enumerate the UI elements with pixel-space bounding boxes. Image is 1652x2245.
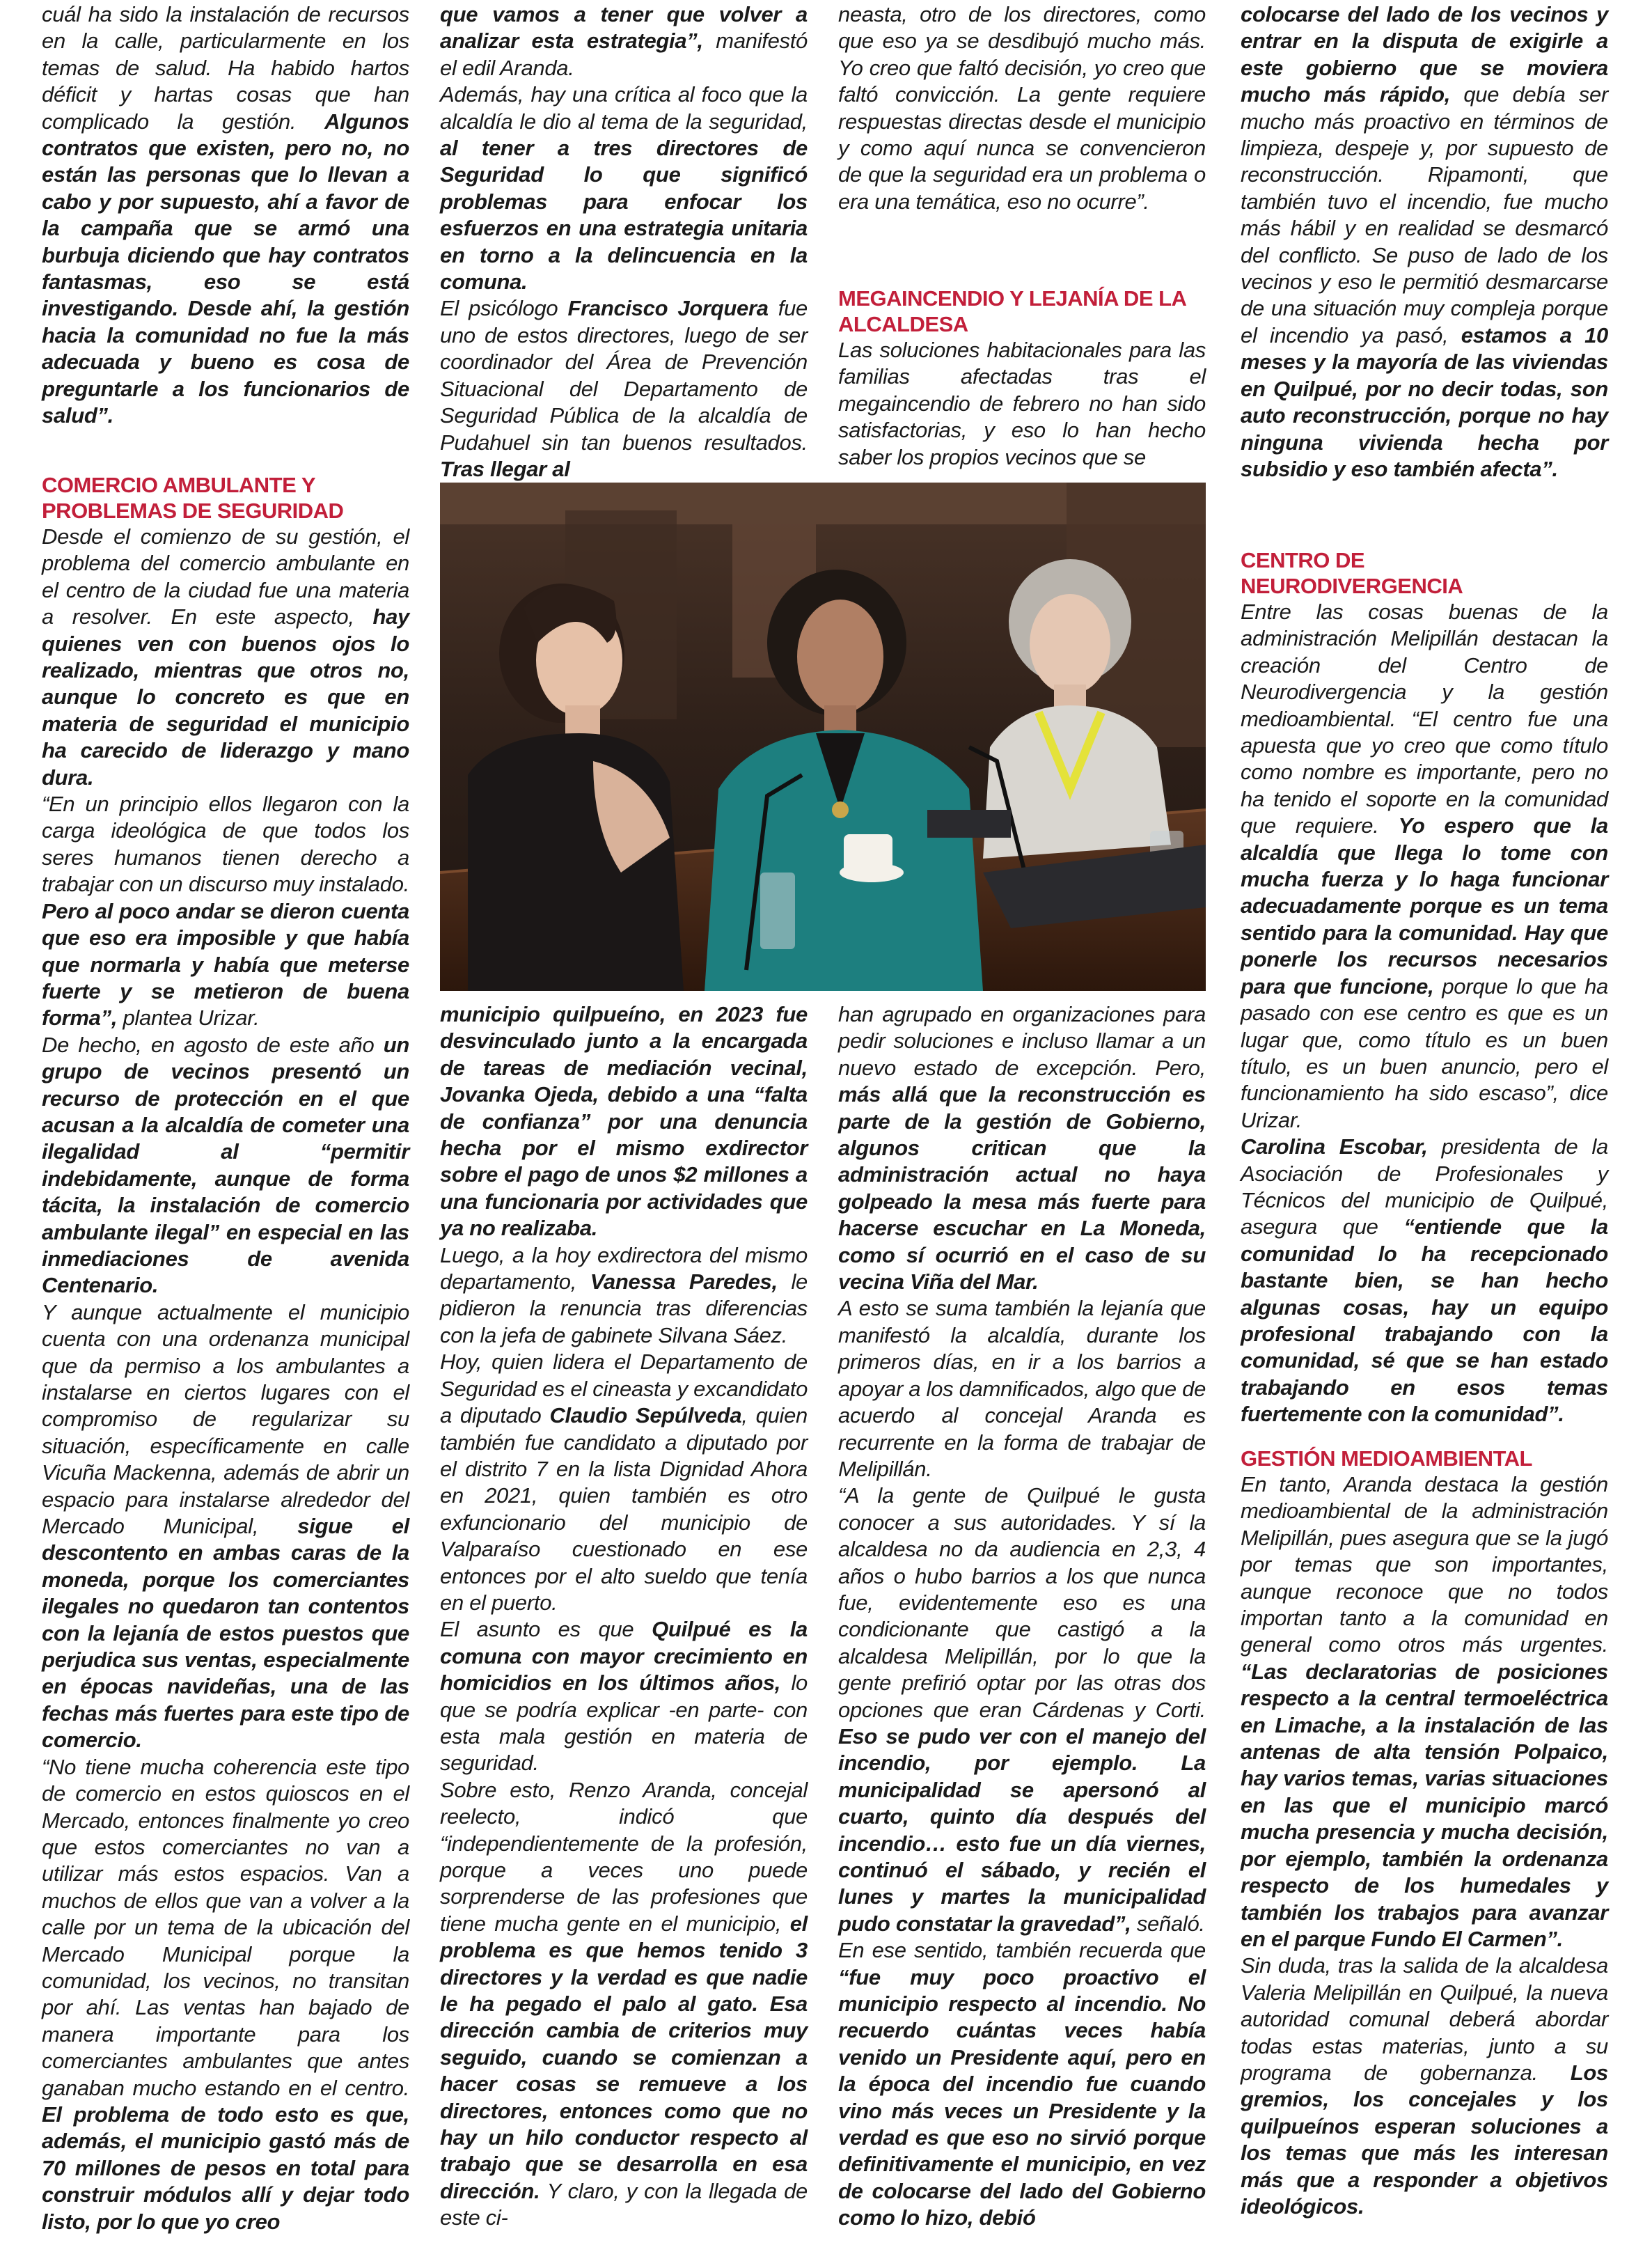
body-text: Además, hay una crítica al foco que la alcaldía le dio al tema de la seguridad, [440, 82, 808, 134]
body-text: presidenta de la Asociación de Profesionales y Técnicos del municipio de Quilpué, asegura que [1241, 1134, 1608, 1239]
quote-text: neasta, otro de los directores, como que eso ya se desdibujó mucho más. Yo creo que faltó decisión, yo creo que faltó convicción. La gente requiere respuestas directas desde el municipio y como aquí nunca se convencieron de que la seguridad era un problema o era una temática, eso no ocurre”. [838, 2, 1206, 214]
article-column-4-mid [1241, 599, 1608, 1428]
body-text: Luego, a la hoy exdirectora del mismo departamento, [440, 1242, 808, 1294]
quote-text-bold: Yo espero que la alcaldía que llega lo tome con mucha fuerza y lo haga funcionar adecuadamente porque es un tema sentido para la comunidad. Hay que ponerle los recursos necesarios para que funcione, [1241, 813, 1608, 999]
section-heading-comercio: COMERCIO AMBULANTE Y PROBLEMAS DE SEGURIDAD [42, 473, 344, 523]
body-text: Entre las cosas buenas de la administración Melipillán destacan la creación del Centro de Neurodivergencia y la gestión medioambiental. “El centro fue una apuesta que yo creo que como título como nombre es importante, pero no ha tenido el soporte en la comunidad que requiere. [1241, 600, 1608, 838]
body-text-bold: el problema es que hemos tenido 3 directores y la verdad es que nadie le ha pegado el palo al gato. Esa dirección cambia de criterios muy seguido, cuando se comienzan a hacer cosas se remueve a los directores, entonces como que no hay un hilo conductor respecto al trabajo que se desarrolla en esa dirección. [440, 1911, 808, 2203]
body-text: En tanto, Aranda destaca la gestión medioambiental de la administración Melipillán, pues asegura que se la jugó por temas que son importantes, aunque reconoce que no todos importan tanto a la comunidad en general como otros más urgentes. [1241, 1472, 1608, 1657]
body-text: señaló. [1136, 1911, 1205, 1936]
body-text: Y aunque actualmente el municipio cuenta con una ordenanza municipal que da permiso a los ambulantes a instalarse en ciertos lugares con el compromiso de regularizar su situación, específicamente en calle Vicuña Mackenna, además de abrir un espacio para instalarse alrededor del Mercado Municipal, [42, 1299, 409, 1539]
quote-text: “En un principio ellos llegaron con la carga ideológica de que todos los seres humanos tienen derecho a trabajar con un discurso muy instalado. [42, 792, 409, 897]
body-text-bold: hay quienes ven con buenos ojos lo realizado, mientras que otros no, aunque lo concreto es que en materia de seguridad el municipio ha carecido de liderazgo y mano dura. [42, 604, 409, 790]
article-column-3-bottom [838, 1001, 1206, 2232]
body-text: El psicólogo [440, 296, 558, 321]
body-text: Desde el comienzo de su gestión, el problema del comercio ambulante en el centro de la ciudad fue una materia a resolver. En este aspecto, [42, 524, 409, 629]
body-text-bold: que vamos a tener que volver a analizar esta estrategia”, [440, 2, 808, 54]
section-heading-neurodivergencia: CENTRO DE NEURODIVERGENCIA [1241, 548, 1463, 598]
quote-text-bold: El problema de todo esto es que, además, el municipio gastó más de 70 millones de pesos en total para construir módulos allí y dejar todo listo, por lo que yo creo [42, 2102, 409, 2234]
body-text: manifestó el edil Aranda. [440, 29, 808, 80]
body-text: Sin duda, tras la salida de la alcaldesa Valeria Melipillán en Quilpué, la nueva autoridad comunal deberá abordar todas estas materias, junto a su programa de gobernanza. [1241, 1953, 1608, 2085]
body-text: El asunto es que [440, 1617, 634, 1642]
body-text: A esto se suma también la lejanía que manifestó la alcaldía, durante los primeros días, en ir a los barrios a apoyar a los damnificados, algo que de acuerdo al concejal Aranda es recurrente en la forma de trabajar de Melipillán. [838, 1296, 1206, 1481]
body-text-bold: al tener a tres directores de Seguridad lo que significó problemas para enfocar los esfuerzos en una estrategia unitaria en torno a la delincuencia en la comuna. [440, 136, 808, 295]
body-text: plantea Urizar. [123, 1006, 260, 1031]
section-heading-megaincendio: MEGAINCENDIO Y LEJANÍA DE LA ALCALDESA [838, 286, 1186, 336]
body-text: De hecho, en agosto de este año [42, 1032, 375, 1057]
body-text-bold: sigue el descontento en ambas caras de la moneda, porque los comerciantes ilegales no quedaron tan contentos con la lejanía de estos puestos que perjudica sus ventas, especialmente en épocas navideñas, una de las fechas más fuertes para este tipo de comercio. [42, 1514, 409, 1753]
body-text: lo que se podría explicar -en parte- con esta mala gestión en materia de seguridad. [440, 1671, 808, 1776]
quote-text-bold: colocarse del lado de los vecinos y entrar en la disputa de exigirle a este gobierno que se moviera mucho más rápido, [1241, 2, 1608, 107]
quote-text-bold: “entiende que la comunidad lo ha recepcionado bastante bien, se han hecho algunas cosas, hay un equipo profesional trabajando con la comunidad, sé que se han estado trabajando en esos temas fuertemente con la comunidad”. [1241, 1214, 1608, 1427]
quote-text-bold: “Las declaratorias de posiciones respecto a la central termoeléctrica en Limache, a la instalación de las antenas de alta tensión Polpaico, hay varios temas, varias situaciones en las que el municipio marcó mucha presencia y mucha decisión, por ejemplo, también la ordenanza respecto de los humedales y también los trabajos para avanzar en el parque Fundo El Carmen”. [1241, 1659, 1608, 1951]
quote-text-bold: Pero al poco andar se dieron cuenta que eso era imposible y que había que normarla y había que meterse fuerte y se metieron de buena forma”, [42, 898, 409, 1031]
body-text: fue uno de estos directores, luego de ser coordinador del Área de Prevención Situacional del Departamento de Seguridad Pública de la alcaldía de Pudahuel sin tan buenos resultados. [440, 296, 808, 455]
person-name: Vanessa Paredes, [590, 1269, 778, 1294]
body-text-bold: un grupo de vecinos presentó un recurso de protección en el que acusan a la alcaldía de cometer una ilegalidad al “permitir indebidamente, aunque de forma tácita, la instalación de comercio ambulante ilegal” en especial en las inmediaciones de avenida Centenario. [42, 1032, 409, 1298]
body-text: Hoy, quien lidera el Departamento de Seguridad es el cineasta y excandidato a diputado [440, 1350, 808, 1428]
quote-text: “No tiene mucha coherencia este tipo de comercio en estos quioscos en el Mercado, entonces finalmente yo creo que estos comerciantes no van a utilizar más estos espacios. Van a muchos de ellos que van a volver a la calle por un tema de la ubicación del Mercado Municipal porque la comunidad, los vecinos, no transitan por ahí. Las ventas han bajado de manera importante para los comerciantes ambulantes que antes ganaban mucho estando en el centro. [42, 1754, 409, 2100]
article-column-4-top [1241, 1, 1608, 483]
body-text: Y claro, y con la llegada de este ci- [440, 2178, 808, 2230]
body-text: Las soluciones habitacionales para las familias afectadas tras el megaincendio de febrero no han sido satisfactorias, y eso lo han hecho saber los propios vecinos que se [838, 338, 1206, 469]
article-column-2-top [440, 1, 808, 483]
quote-text: que debía ser mucho más proactivo en términos de limpieza, despeje y, por supuesto de reconstrucción. Ripamonti, que también tuvo el incendio, fue mucho más hábil y en realidad se desmarcó del conflicto. Se puso de lado de los vecinos y eso le permitió desmarcarse de una situación muy compleja porque el incendio ya pasó, [1241, 82, 1608, 347]
photo-image [440, 483, 1206, 991]
person-name: Carolina Escobar, [1241, 1134, 1428, 1159]
quote-text-bold: “fue muy poco proactivo el municipio respecto al incendio. No recuerdo cuántas veces había venido un Presidente aquí, pero en la época del incendio fue cuando vino más veces un Presidente y la verdad es que eso no sirvió porque definitivamente el municipio, en vez de colocarse del lado del Gobierno como lo hizo, debió [838, 1964, 1206, 2230]
article-column-3-mid [838, 337, 1206, 471]
body-text-bold: Tras llegar al [440, 456, 570, 481]
article-column-1-top [42, 1, 409, 430]
body-text: , quien también fue candidato a diputado por el distrito 7 en la lista Dignidad Ahora en 2021, quien también es otro exfuncionario del municipio de Valparaíso cuestionado en ese entonces por el alto sueldo que tenía en el puerto. [440, 1403, 808, 1615]
photo-illustration [440, 483, 1206, 991]
body-text: Sobre esto, Renzo Aranda, concejal reelecto, indicó que “independientemente de la profesión, porque a veces uno puede sorprenderse de las profesiones que tiene mucha gente en el municipio, [440, 1777, 808, 1936]
quote-text: “A la gente de Quilpué le gusta conocer a sus autoridades. Y sí la alcaldesa no da audiencia en 2,3, 4 años o hubo barrios a los que nunca fue, evidentemente eso es una condicionante que castigó a la alcaldesa Melipillán, por lo que la gente prefirió optar por las otras dos opciones que eran Cárdenas y Corti. [838, 1483, 1206, 1722]
body-text-bold: Algunos contratos que existen, pero no, no están las personas que lo llevan a cabo y por supuesto, ahí a favor de la campaña que se armó una burbuja diciendo que hay contratos fantasmas, eso se está investigando. Desde ahí, la gestión hacia la comunidad no fue la más adecuada y bueno es cosa de preguntarle a los funcionarios de salud”. [42, 109, 409, 428]
body-text-bold: Quilpué es la comuna con mayor crecimiento en homicidios en los últimos años, [440, 1617, 808, 1696]
body-text: En ese sentido, también recuerda que [838, 1938, 1206, 1963]
section-heading-medioambiental: GESTIÓN MEDIOAMBIENTAL [1241, 1446, 1532, 1471]
body-text-bold: Los gremios, los concejales y los quilpueínos esperan soluciones a los temas que más les interesan más que a responder a objetivos ideológicos. [1241, 2060, 1608, 2219]
quote-text-bold: estamos a 10 meses y la mayoría de las viviendas en Quilpué, por no decir todas, son auto reconstrucción, porque no hay ninguna vivienda hecha por subsidio y eso también afecta”. [1241, 322, 1608, 481]
quote-text: porque lo que ha pasado con ese centro es que es un lugar que, como título es un buen título, es un buen anuncio, pero el funcionamiento ha sido escaso”, dice Urizar. [1241, 973, 1608, 1132]
person-name: Claudio Sepúlveda [549, 1403, 742, 1428]
quote-text-bold: Eso se pudo ver con el manejo del incendio, por ejemplo. La municipalidad se apersonó al cuarto, quinto día después del incendio… esto fue un día viernes, continuó el sábado, y recién el lunes y martes la municipalidad pudo constatar la gravedad”, [838, 1723, 1206, 1936]
person-name: Francisco Jorquera [567, 296, 769, 321]
body-text: le pidieron la renuncia tras diferencias con la jefa de gabinete Silvana Sáez. [440, 1269, 808, 1347]
article-column-2-bottom [440, 1001, 808, 2232]
article-column-4-bottom [1241, 1471, 1608, 2220]
body-text: han agrupado en organizaciones para pedir soluciones e incluso llamar a un nuevo estado de excepción. Pero, [838, 1002, 1206, 1080]
body-text: cuál ha sido la instalación de recursos en la calle, particularmente en los temas de salud. Ha habido hartos déficit y hartas cosas que han complicado la gestión. [42, 2, 409, 134]
article-column-3-top [838, 1, 1206, 215]
body-text-bold: más allá que la reconstrucción es parte de la gestión de Gobierno, algunos critican que la administración actual no haya golpeado la mesa más fuerte para hacerse escuchar en La Moneda, como sí ocurrió en el caso de su vecina Viña del Mar. [838, 1082, 1206, 1294]
body-text-bold: municipio quilpueíno, en 2023 fue desvinculado junto a la encargada de tareas de mediación vecinal, Jovanka Ojeda, debido a una “falta de confianza” por una denuncia hecha por el mismo exdirector sobre el pago de unos $2 millones a una funcionaria por actividades que ya no realizaba. [440, 1002, 808, 1241]
article-column-1-bottom [42, 524, 409, 2235]
